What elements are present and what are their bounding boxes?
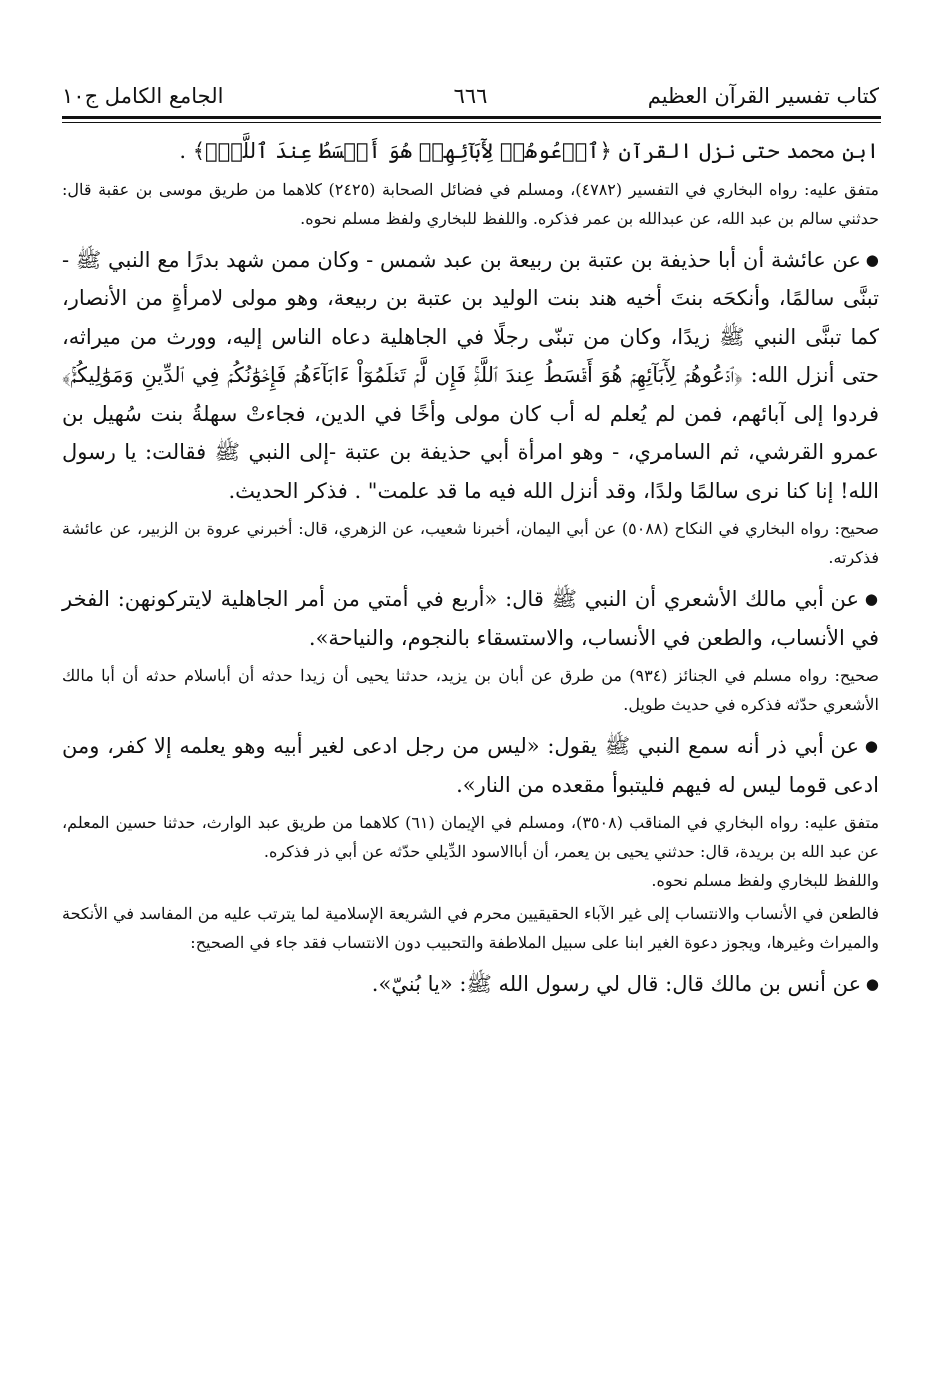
hadith-takhrij-note: صحيح: رواه البخاري في النكاح (٥٠٨٨) عن أبي اليمان، أخبرنا شعيب، عن الزهري، قال: أخبرني عروة بن الزبير، عن عائشة فذكرته. xyxy=(62,519,880,567)
hadith-takhrij-note: متفق عليه: رواه البخاري في المناقب (٣٥٠٨)، ومسلم في الإيمان (٦١) كلاهما من طريق عبد الوارث، حدثنا حسين المعلم، عن عبد الله بن بريدة، قال: حدثني يحيى بن يعمر، أن أباالاسود الدِّيلي حدّثه عن أبي ذر فذكره. xyxy=(62,813,880,861)
hadith-paragraph: ● عن أنس بن مالك قال: قال لي رسول الله ﷺ: «يا بُنيّ». xyxy=(62,965,879,1004)
hadith-paragraph: ● عن عائشة أن أبا حذيفة بن عتبة بن ربيعة بن عبد شمس - وكان ممن شهد بدرًا مع النبي ﷺ - تبنَّى سالمًا، وأنكحَه بنتَ أخيه هند بنت الوليد بن عتبة بن ربيعة، وهو مولى لامرأةٍ من الأنصار، كما تبنَّى النبي ﷺ زيدًا، وكان من تبنّى رجلًا في الجاهلية دعاه الناس إليه، وورث من ميراثه، حتى أنزل الله: ﴿ٱدۡعُوهُمۡ لِأٓبَآئِهِمۡ هُوَ أَقۡسَطُ عِندَ ٱللَّهِۚ فَإِن لَّمۡ تَعۡلَمُوٓاْ ءَابَآءَهُمۡ فَإِخۡوَٰنُكُمۡ فِي ٱلدِّينِ وَمَوَٰلِيكُمۡۚ﴾ فردوا إلى آبائهم، فمن لم يُعلم له أب كان مولى وأخًا في الدين، فجاءتْ سهلةُ بنت سُهيل بن عمرو القرشي، ثم السامري، - وهو امرأة أبي حذيفة بن عتبة -إلى النبي ﷺ فقالت: يا رسول الله! إنا كنا نرى سالمًا ولدًا، وقد أنزل الله فيه ما قد علمت" . فذكر الحديث. xyxy=(62,241,879,511)
header-rule-thin xyxy=(62,122,881,123)
page-number: ٦٦٦ xyxy=(453,84,488,108)
paragraph-continuation: ابن محمد حتى نزل القرآن ﴿ٱدۡعُوهُمۡ لِأٓبَآئِهِمۡ هُوَ أَقۡسَطُ عِندَ ٱللَّهِۚ﴾ . xyxy=(179,139,879,163)
wording-note: واللفظ للبخاري ولفظ مسلم نحوه. xyxy=(651,871,879,890)
hadith-takhrij-note: متفق عليه: رواه البخاري في التفسير (٤٧٨٢)، ومسلم في فضائل الصحابة (٢٤٢٥) كلاهما من طريق موسى بن عقبة قال: حدثني سالم بن عبد الله، عن عبدالله بن عمر فذكره. واللفظ للبخاري ولفظ مسلم نحوه. xyxy=(62,179,879,228)
page-body xyxy=(62,132,879,1004)
hadith-takhrij-note: صحيح: رواه مسلم في الجنائز (٩٣٤) من طرق عن أبان بن يزيد، حدثنا يحيى أن زيدا حدثه أن أباسلام حدثه أن أبا مالك الأشعري حدّثه فذكره في حديث طويل. xyxy=(62,666,879,714)
running-header xyxy=(62,78,879,114)
commentary-paragraph: فالطعن في الأنساب والانتساب إلى غير الآباء الحقيقيين محرم في الشريعة الإسلامية لما يترتب عليه من المفاسد في الأنكحة والميراث وغيرها، ويجوز دعوة الغير ابنا على سبيل الملاطفة والتحبيب دون الانتساب فقد جاء في الصحيح: xyxy=(62,904,879,952)
book-title: كتاب تفسير القرآن العظيم xyxy=(647,84,879,108)
header-rule-thick xyxy=(62,116,881,119)
volume-label: الجامع الكامل ج١٠ xyxy=(62,84,224,108)
hadith-paragraph: ● عن أبي مالك الأشعري أن النبي ﷺ قال: «أربع في أمتي من أمر الجاهلية لايتركونهن: الفخر في الأنساب، والطعن في الأنساب، والاستسقاء بالنجوم، والنياحة». xyxy=(62,580,879,657)
hadith-paragraph: ● عن أبي ذر أنه سمع النبي ﷺ يقول: «ليس من رجل ادعى لغير أبيه وهو يعلمه إلا كفر، ومن ادعى قوما ليس له فيهم فليتبوأ مقعده من النار». xyxy=(62,727,879,804)
